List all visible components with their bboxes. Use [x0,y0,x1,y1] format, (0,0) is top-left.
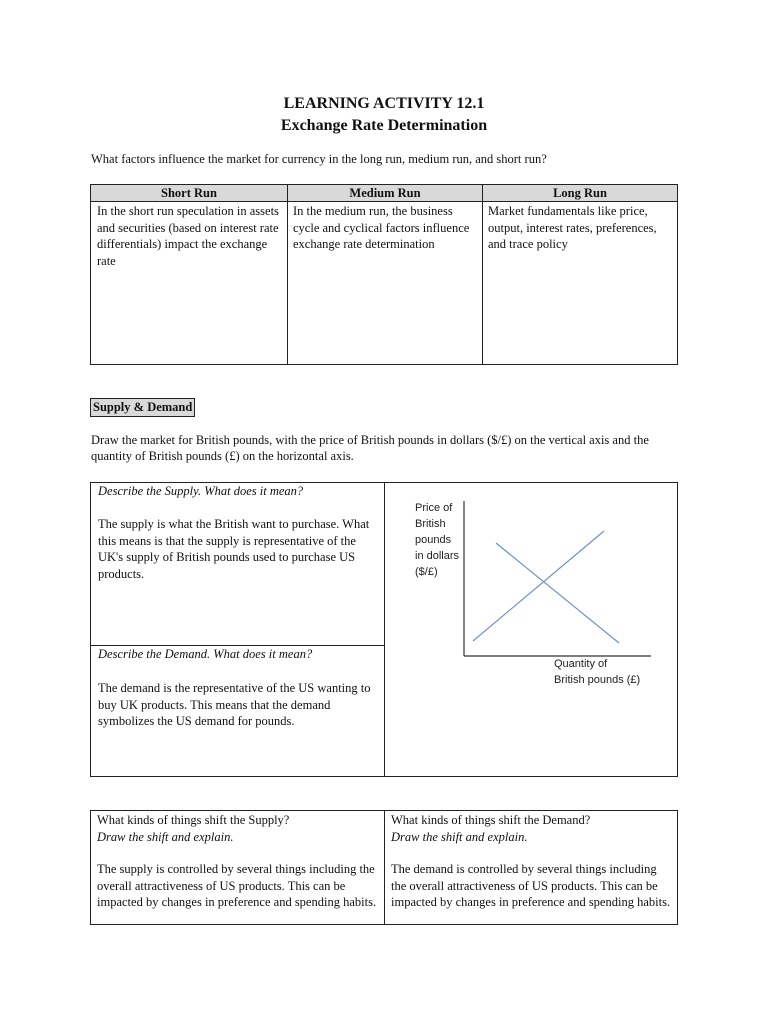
shift-demand-cell [391,812,674,911]
shift-demand-answer: The demand is controlled by several things including the overall attractiveness of US products. This can be impacted by changes in preference and spending habits. [391,862,671,909]
header-long-run: Long Run [553,186,607,200]
column-divider [384,811,385,924]
header-medium-run: Medium Run [349,186,421,200]
shift-supply-instruction: Draw the shift and explain. [97,829,234,844]
supply-question: Describe the Supply. What does it mean? [98,484,304,498]
demand-question: Describe the Demand. What does it mean? [98,647,313,661]
cell-medium-run: In the medium run, the business cycle and cyclical factors influence exchange rate determination [293,204,470,251]
cell-long-run: Market fundamentals like price, output, interest rates, preferences, and trace policy [488,204,657,251]
section-label: Supply & Demand [90,398,195,417]
column-divider [287,185,288,364]
graph-x-axis-label: Quantity of British pounds (£) [554,658,641,686]
cell-short-run: In the short run speculation in assets and securities (based on interest rate differentials) impact the exchange rate [97,204,279,268]
shift-supply-cell [97,812,380,911]
graph-y-axis-label: Price of British pounds in dollars ($/£) [415,502,460,578]
shift-demand-instruction: Draw the shift and explain. [391,829,528,844]
shift-supply-question: What kinds of things shift the Supply? [97,813,290,827]
intro-question: What factors influence the market for currency in the long run, medium run, and short run? [91,152,547,166]
document-subtitle: Exchange Rate Determination [280,117,488,134]
supply-demand-graph [456,501,651,661]
runs-table [90,184,678,365]
header-short-run: Short Run [161,186,217,200]
document-title: LEARNING ACTIVITY 12.1 [283,95,485,112]
supply-answer: The supply is what the British want to purchase. What this means is that the supply is representative of the UK's supply of British pounds used to purchase US products. [98,517,370,581]
demand-curve [496,543,619,643]
column-divider [384,483,385,776]
row-divider [91,645,384,646]
draw-instruction: Draw the market for British pounds, with the price of British pounds in dollars ($/£) on the vertical axis and the quantity of British pounds (£) on the horizontal axis. [91,433,649,463]
demand-answer: The demand is the representative of the US wanting to buy UK products. This means that the demand symbolizes the US demand for pounds. [98,681,371,728]
shift-supply-answer: The supply is controlled by several things including the overall attractiveness of US products. This can be impacted by changes in preference and spending habits. [97,862,377,909]
supply-demand-table [90,482,678,777]
supply-curve [473,531,604,641]
shift-table [90,810,678,925]
shift-demand-question: What kinds of things shift the Demand? [391,813,591,827]
column-divider [482,185,483,364]
